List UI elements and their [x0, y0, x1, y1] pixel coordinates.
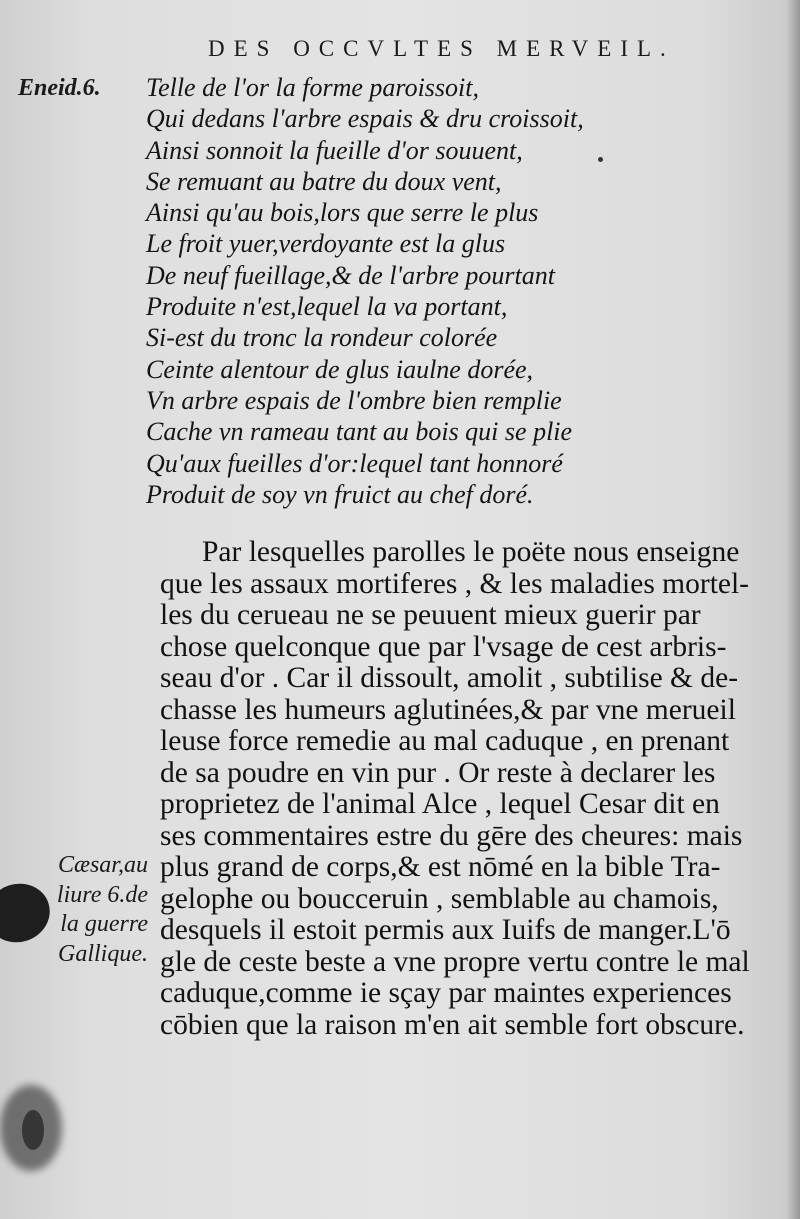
prose-line: les du cerueau ne se peuuent mieux guerir par — [160, 599, 701, 631]
prose-line: cōbien que la raison m'en ait semble fort obscure. — [160, 1008, 745, 1041]
prose-line: desquels il estoit permis aux Iuifs de manger.L'ō — [160, 914, 731, 946]
prose-line: seau d'or . Car il dissoult, amolit , subtilise & de- — [160, 662, 739, 694]
ink-smudge — [22, 1110, 44, 1150]
prose-line: gelophe ou boucceruin , semblable au chamois, — [160, 882, 719, 915]
prose-line: caduque,comme ie sçay par maintes experiences — [160, 977, 732, 1009]
prose-line: plus grand de corps,& est nōmé en la bible Tra- — [160, 851, 721, 883]
prose-line: ses commentaires estre du gēre des cheures: mais — [160, 819, 743, 852]
prose-line: chose quelconque que par l'vsage de cest arbris- — [160, 630, 727, 663]
verse-line: Ainsi qu'au bois,lors que serre le plus — [146, 198, 539, 228]
verse-line: Ainsi sonnoit la fueille d'or souuent, — [146, 135, 523, 165]
verse-line: Ceinte alentour de glus iaulne dorée, — [146, 354, 534, 384]
prose-line: que les assaux mortiferes , & les maladies mortel- — [160, 567, 750, 600]
prose-line: de sa poudre en vin pur . Or reste à declarer les — [160, 756, 716, 789]
verse-line: Telle de l'or la forme paroissoit, — [146, 73, 479, 102]
verse-line: Cache vn rameau tant au bois qui se plie — [146, 417, 573, 447]
prose-line: leuse force remedie au mal caduque , en prenant — [160, 725, 730, 757]
verse-line: Produit de soy vn fruict au chef doré. — [146, 479, 534, 509]
verse-line: Qui dedans l'arbre espais & dru croissoit, — [146, 104, 584, 134]
prose-line: Par lesquelles parolles le poëte nous enseigne — [202, 536, 740, 568]
verse-line: Se remuant au batre du doux vent, — [146, 166, 502, 196]
page-edge-shadow — [786, 0, 800, 1219]
margin-note-line: Cæsar,au — [57, 852, 148, 878]
prose-line: gle de ceste beste a vne propre vertu contre le mal — [160, 945, 750, 978]
margin-note-line: liure 6.de — [56, 881, 148, 908]
margin-note-eneid: Eneid.6. — [18, 75, 101, 101]
verse-line: De neuf fueillage,& de l'arbre pourtant — [146, 260, 555, 290]
running-head: DES OCCVLTES MERVEIL. — [208, 36, 675, 61]
ink-speck — [598, 157, 603, 162]
prose-line: proprietez de l'animal Alce , lequel Cesar dit en — [160, 788, 720, 820]
verse-line: Vn arbre espais de l'ombre bien remplie — [146, 385, 562, 415]
verse-line: Produite n'est,lequel la va portant, — [146, 292, 508, 322]
margin-note-line: Gallique. — [58, 940, 148, 967]
verse-line: Le froit yuer,verdoyante est la glus — [146, 229, 506, 259]
verse-line: Qu'aux fueilles d'or:lequel tant honnoré — [146, 448, 563, 478]
verse-line: Si-est du tronc la rondeur colorée — [146, 323, 498, 353]
prose-line: chasse les humeurs aglutinées,& par vne merueil — [160, 693, 736, 726]
prose-paragraph — [160, 537, 750, 1041]
verse-block — [146, 72, 584, 510]
margin-note-line: la guerre — [60, 911, 148, 937]
